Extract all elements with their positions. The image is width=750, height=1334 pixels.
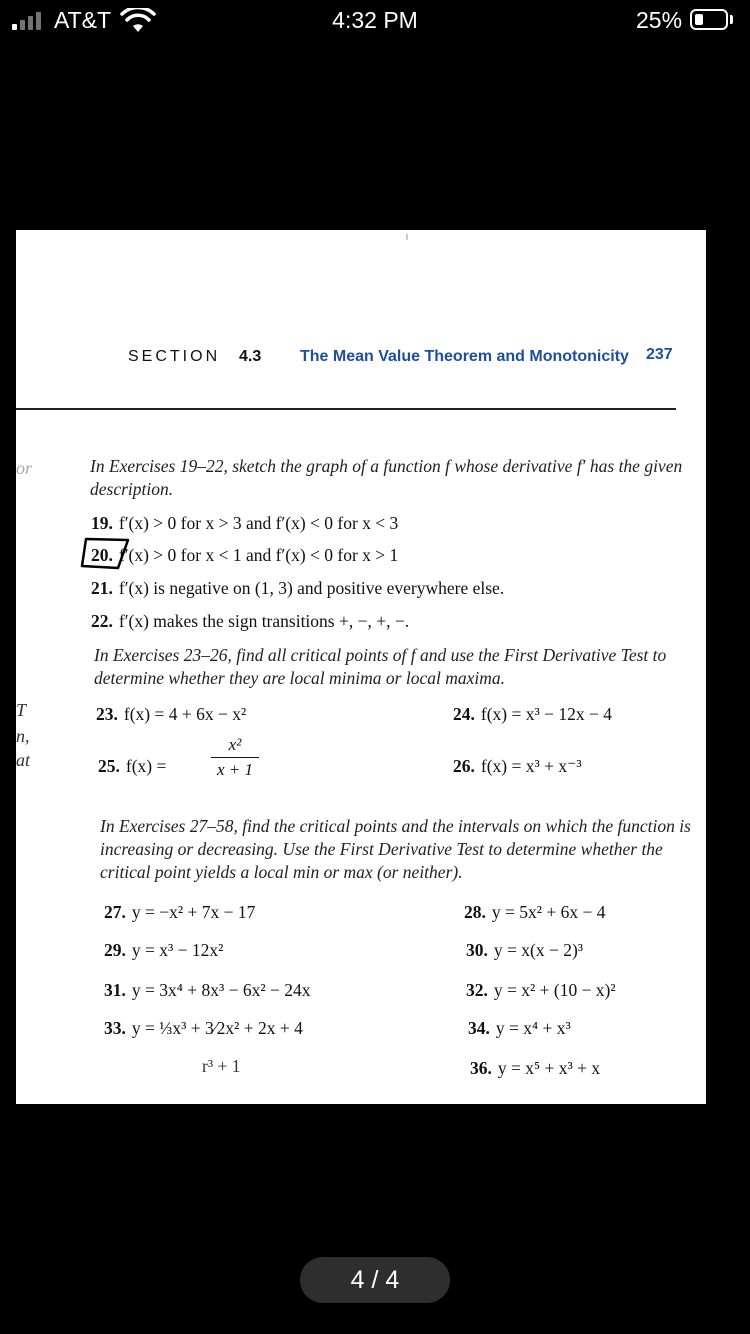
exercise-36 xyxy=(470,1058,600,1079)
fraction-bar xyxy=(211,757,259,758)
exercise-number: 23. xyxy=(96,704,118,724)
exercise-number: 28. xyxy=(464,902,486,922)
header-rule xyxy=(16,408,676,410)
exercise-25 xyxy=(98,756,166,777)
instruction-23-26: In Exercises 23–26, find all critical points of f and use the First Derivative Test to determine whether they are local minima or local maxima. xyxy=(94,645,667,688)
exercise-text: y = x(x − 2)³ xyxy=(493,940,584,960)
exercise-text: y = 5x² + 6x − 4 xyxy=(491,902,606,922)
section-word: SECTION xyxy=(128,348,221,365)
exercise-text: y = x⁴ + x³ xyxy=(495,1018,571,1038)
instruction-27-58: In Exercises 27–58, find the critical points and the intervals on which the function is increasing or decreasing. Use the First Derivative Test to determine whether the critical point yields a local min or max (or neither). xyxy=(100,816,691,882)
exercise-text: y = ⅓x³ + 3⁄2x² + 2x + 4 xyxy=(131,1018,303,1038)
exercise-text: f′(x) is negative on (1, 3) and positive everywhere else. xyxy=(118,578,505,598)
page-top-mark xyxy=(406,234,408,240)
exercise-number: 19. xyxy=(91,513,113,533)
exercise-29 xyxy=(104,940,223,961)
exercise-30 xyxy=(466,940,583,961)
status-bar xyxy=(0,0,750,44)
clock: 4:32 PM xyxy=(332,7,418,33)
page-number: 237 xyxy=(646,346,673,363)
battery-percent: 25% xyxy=(636,7,683,33)
exercise-33 xyxy=(104,1018,303,1039)
exercise-number: 27. xyxy=(104,902,126,922)
exercise-number: 34. xyxy=(468,1018,490,1038)
battery-nub xyxy=(730,15,733,24)
margin-fragment: or xyxy=(16,458,33,478)
exercise-text: y = x⁵ + x³ + x xyxy=(497,1058,601,1078)
exercise-number: 31. xyxy=(104,980,126,1000)
exercise-number: 30. xyxy=(466,940,488,960)
exercise-26 xyxy=(453,756,582,777)
exercise-text: f′(x) > 0 for x < 1 and f′(x) < 0 for x > 1 xyxy=(118,545,399,565)
exercise-number: 32. xyxy=(466,980,488,1000)
cut-off-line: r³ + 1 xyxy=(202,1056,241,1076)
exercise-text: y = −x² + 7x − 17 xyxy=(131,902,256,922)
battery-icon xyxy=(690,9,728,30)
exercise-32 xyxy=(466,980,616,1001)
exercise-text: y = x³ − 12x² xyxy=(131,940,224,960)
exercise-text: y = 3x⁴ + 8x³ − 6x² − 24x xyxy=(131,980,311,1000)
section-header xyxy=(16,348,706,372)
exercise-23 xyxy=(96,704,246,725)
section-title: The Mean Value Theorem and Monotonicity xyxy=(300,348,629,365)
exercise-34 xyxy=(468,1018,571,1039)
margin-fragment: T xyxy=(16,700,27,720)
exercise-25-fraction xyxy=(211,735,259,780)
exercise-text: f′(x) makes the sign transitions +, −, +, −. xyxy=(118,611,410,631)
exercise-text: f(x) = xyxy=(125,756,167,776)
exercise-number: 36. xyxy=(470,1058,492,1078)
exercise-number: 20. xyxy=(91,545,113,565)
exercise-21 xyxy=(91,578,504,599)
exercise-number: 29. xyxy=(104,940,126,960)
section-number: 4.3 xyxy=(239,348,262,365)
carrier-label: AT&T xyxy=(54,7,112,33)
page-indicator[interactable]: 4 / 4 xyxy=(300,1257,450,1303)
exercise-number: 33. xyxy=(104,1018,126,1038)
exercise-31 xyxy=(104,980,310,1001)
exercise-text: f(x) = x³ − 12x − 4 xyxy=(480,704,612,724)
instruction-19-22: In Exercises 19–22, sketch the graph of a function f whose derivative f′ has the given description. xyxy=(90,456,683,499)
fraction-numerator: x² xyxy=(228,735,242,754)
fraction-denominator: x + 1 xyxy=(216,760,254,779)
exercise-20 xyxy=(91,545,398,566)
margin-fragment: at xyxy=(16,750,31,770)
exercise-number: 24. xyxy=(453,704,475,724)
exercise-number: 22. xyxy=(91,611,113,631)
exercise-28 xyxy=(464,902,605,923)
exercise-number: 26. xyxy=(453,756,475,776)
exercise-27 xyxy=(104,902,255,923)
exercise-text: f(x) = 4 + 6x − x² xyxy=(123,704,247,724)
exercise-text: y = x² + (10 − x)² xyxy=(493,980,616,1000)
exercise-text: f(x) = x³ + x⁻³ xyxy=(480,756,582,776)
margin-fragment: n, xyxy=(16,726,30,746)
exercise-number: 25. xyxy=(98,756,120,776)
exercise-19 xyxy=(91,513,398,534)
exercise-text: f′(x) > 0 for x > 3 and f′(x) < 0 for x < 3 xyxy=(118,513,399,533)
hand-drawn-circle-annotation xyxy=(78,536,130,570)
textbook-page-image[interactable] xyxy=(16,230,706,1104)
exercise-number: 21. xyxy=(91,578,113,598)
exercise-24 xyxy=(453,704,612,725)
exercise-22 xyxy=(91,611,409,632)
